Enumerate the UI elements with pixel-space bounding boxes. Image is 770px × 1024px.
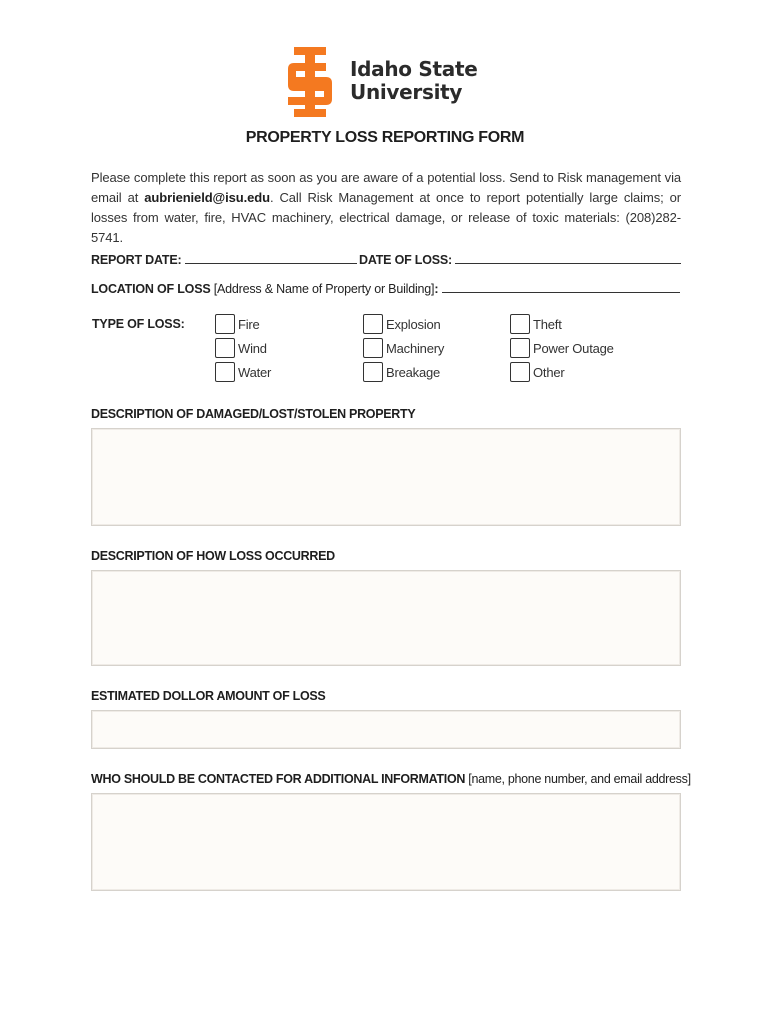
- checkbox-box[interactable]: [363, 314, 383, 334]
- logo-line-1: Idaho State: [350, 57, 478, 81]
- logo-wordmark: [350, 58, 477, 104]
- checkbox-theft[interactable]: [510, 313, 562, 335]
- checkbox-power-outage[interactable]: [510, 337, 614, 359]
- isu-logo-mark-icon: [286, 46, 334, 118]
- location-row: [91, 281, 680, 296]
- contact-label: [91, 772, 691, 786]
- isu-logo: [286, 46, 496, 118]
- date-of-loss-label: DATE OF LOSS:: [359, 253, 452, 267]
- intro-paragraph: [91, 168, 681, 248]
- damaged-property-textarea[interactable]: [91, 428, 681, 526]
- checkbox-label: Theft: [533, 316, 562, 332]
- type-of-loss-label: TYPE OF LOSS:: [92, 317, 185, 331]
- checkbox-explosion[interactable]: [363, 313, 441, 335]
- checkbox-box[interactable]: [215, 338, 235, 358]
- location-label: LOCATION OF LOSS: [91, 282, 211, 296]
- checkbox-box[interactable]: [215, 314, 235, 334]
- report-date-field[interactable]: [185, 252, 357, 264]
- checkbox-water[interactable]: [215, 361, 271, 383]
- checkbox-label: Fire: [238, 316, 260, 332]
- intro-text-2: . Call Risk Management at once to report potentially large claims; or losses from water, fire, HVAC machinery, electrical damage, or release of toxic materials: (208)282-5741.: [91, 190, 682, 245]
- checkbox-box[interactable]: [363, 362, 383, 382]
- checkbox-box[interactable]: [510, 338, 530, 358]
- contact-label-bold: WHO SHOULD BE CONTACTED FOR ADDITIONAL INFORMATION: [91, 772, 466, 786]
- checkbox-label: Power Outage: [533, 340, 614, 356]
- how-occurred-label: DESCRIPTION OF HOW LOSS OCCURRED: [91, 549, 335, 563]
- date-of-loss-row: [359, 252, 681, 267]
- how-occurred-textarea[interactable]: [91, 570, 681, 666]
- report-date-row: [91, 252, 357, 267]
- checkbox-label: Wind: [238, 340, 267, 356]
- dollar-amount-label: ESTIMATED DOLLOR AMOUNT OF LOSS: [91, 689, 326, 703]
- checkbox-box[interactable]: [510, 314, 530, 334]
- logo-line-2: University: [350, 80, 463, 104]
- location-hint: [Address & Name of Property or Building]: [210, 282, 435, 296]
- checkbox-machinery[interactable]: [363, 337, 444, 359]
- checkbox-label: Breakage: [386, 364, 441, 380]
- report-date-label: REPORT DATE:: [91, 253, 182, 267]
- checkbox-breakage[interactable]: [363, 361, 440, 383]
- checkbox-fire[interactable]: [215, 313, 260, 335]
- location-field[interactable]: [442, 281, 680, 293]
- checkbox-box[interactable]: [363, 338, 383, 358]
- dollar-amount-field[interactable]: [91, 710, 681, 749]
- checkbox-other[interactable]: [510, 361, 565, 383]
- checkbox-box[interactable]: [510, 362, 530, 382]
- checkbox-label: Other: [533, 364, 565, 380]
- date-of-loss-field[interactable]: [455, 252, 681, 264]
- contact-email[interactable]: aubrienield@isu.edu: [144, 190, 270, 205]
- intro-text-1: Please complete this report as soon as you are aware of a potential loss. Send to Risk management via email at: [91, 170, 681, 205]
- contact-label-hint: [name, phone number, and email address]: [465, 772, 691, 786]
- location-colon: :: [434, 282, 439, 296]
- checkbox-box[interactable]: [215, 362, 235, 382]
- checkbox-wind[interactable]: [215, 337, 267, 359]
- checkbox-label: Explosion: [386, 316, 441, 332]
- page-title: PROPERTY LOSS REPORTING FORM: [245, 129, 525, 146]
- checkbox-label: Machinery: [386, 340, 445, 356]
- checkbox-label: Water: [238, 364, 272, 380]
- damaged-property-label: DESCRIPTION OF DAMAGED/LOST/STOLEN PROPERTY: [91, 407, 416, 421]
- contact-textarea[interactable]: [91, 793, 681, 891]
